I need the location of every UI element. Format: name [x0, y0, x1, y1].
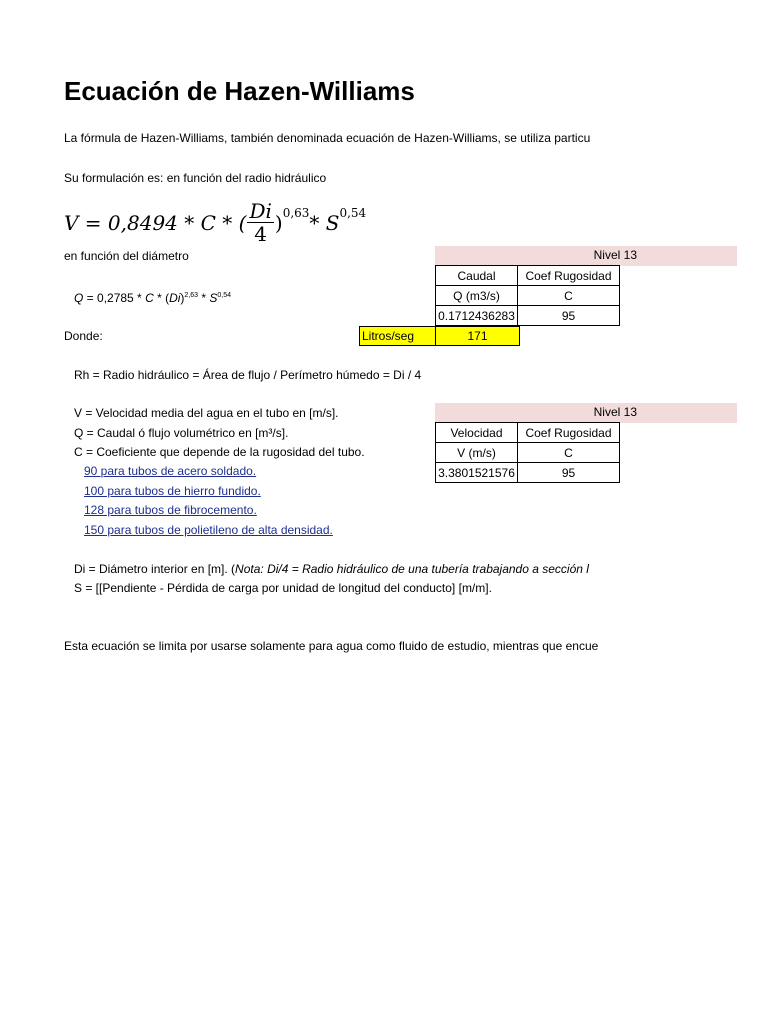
page-title: Ecuación de Hazen-Williams: [64, 76, 415, 106]
formula-q-di: Di: [169, 291, 181, 305]
table2-col1-value: 3.3801521576: [436, 463, 518, 483]
formula-q-eq: = 0,2785 *: [83, 291, 146, 305]
table1-col2-value: 95: [518, 306, 620, 326]
di-definition-note: Nota: Di/4 = Radio hidráulico de una tubería trabajando a sección l: [235, 562, 589, 576]
table2-col2-value: 95: [518, 463, 620, 483]
link-hierro[interactable]: 100 para tubos de hierro fundido.: [84, 484, 261, 498]
caudal-table: [435, 265, 620, 326]
formula-denominator: 4: [254, 222, 268, 246]
table2-col2-unit: C: [518, 443, 620, 463]
formula-fraction: [247, 200, 273, 245]
formulation-label: Su formulación es: en función del radio hidráulico: [64, 171, 327, 185]
formula-q-mul2: *: [198, 291, 210, 305]
di-definition: [74, 561, 621, 577]
diameter-label: en función del diámetro: [64, 249, 189, 263]
table1-col1-header: Caudal: [436, 266, 518, 286]
closing-text: Esta ecuación se limita por usarse solamente para agua como fluido de estudio, mientras que encue: [64, 639, 599, 653]
formula-q-s: S: [209, 291, 218, 305]
formula-exp1: 0,63: [282, 205, 310, 220]
link-fibrocemento[interactable]: 128 para tubos de fibrocemento.: [84, 503, 257, 517]
c-definition: C = Coeficiente que depende de la rugosidad del tubo.: [74, 445, 365, 459]
table2-header-band: [435, 403, 737, 423]
v-definition: V = Velocidad media del agua en el tubo en [m/s].: [74, 406, 339, 420]
link-polietileno[interactable]: 150 para tubos de polietileno de alta densidad.: [84, 523, 333, 537]
table1-col1-unit: Q (m3/s): [436, 286, 518, 306]
table2-header: Nivel 13: [593, 405, 637, 419]
formula-exp2: 0,54: [339, 205, 367, 220]
litros-label: Litros/seg: [359, 326, 437, 346]
table2-col1-header: Velocidad: [436, 423, 518, 443]
di-definition-start: Di = Diámetro interior en [m]. (: [74, 562, 236, 576]
table1-header-band: [435, 246, 737, 266]
formula-q-c: C: [145, 291, 154, 305]
table2-col2-header: Coef Rugosidad: [518, 423, 620, 443]
donde-label: Donde:: [64, 329, 103, 343]
q-definition: Q = Caudal ó flujo volumétrico en [m³/s].: [74, 426, 289, 440]
s-definition: S = [[Pendiente - Pérdida de carga por unidad de longitud del conducto] [m/m].: [74, 581, 492, 595]
caudal-formula: [74, 290, 231, 309]
formula-v-lhs: V = 0,8494 * C * (: [64, 210, 247, 235]
formula-v-mid: * S: [309, 210, 340, 235]
link-acero[interactable]: 90 para tubos de acero soldado.: [84, 464, 257, 478]
velocidad-table: [435, 422, 620, 483]
velocity-formula: V = 0,8494 * C * ( $\frac{Di}{4}$ ) $^{0,63}$ * S $^{0,54}$: [64, 199, 367, 246]
table1-col2-unit: C: [518, 286, 620, 306]
formula-q-close: ): [180, 291, 185, 305]
litros-value: 171: [435, 326, 520, 346]
formula-q-exp1: 2,63: [184, 292, 199, 299]
table1-header: Nivel 13: [593, 248, 637, 262]
table1-col1-value: 0.1712436283: [436, 306, 518, 326]
formula-q-exp2: 0,54: [217, 292, 232, 299]
table1-col2-header: Coef Rugosidad: [518, 266, 620, 286]
formula-q-var: Q: [74, 291, 84, 305]
table2-col1-unit: V (m/s): [436, 443, 518, 463]
intro-text: La fórmula de Hazen-Williams, también denominada ecuación de Hazen-Williams, se utiliza particu: [64, 131, 591, 145]
rh-definition: Rh = Radio hidráulico = Área de flujo / Perímetro húmedo = Di / 4: [74, 368, 422, 382]
formula-numerator: Di: [249, 199, 272, 223]
formula-q-mul: * (: [153, 291, 170, 305]
